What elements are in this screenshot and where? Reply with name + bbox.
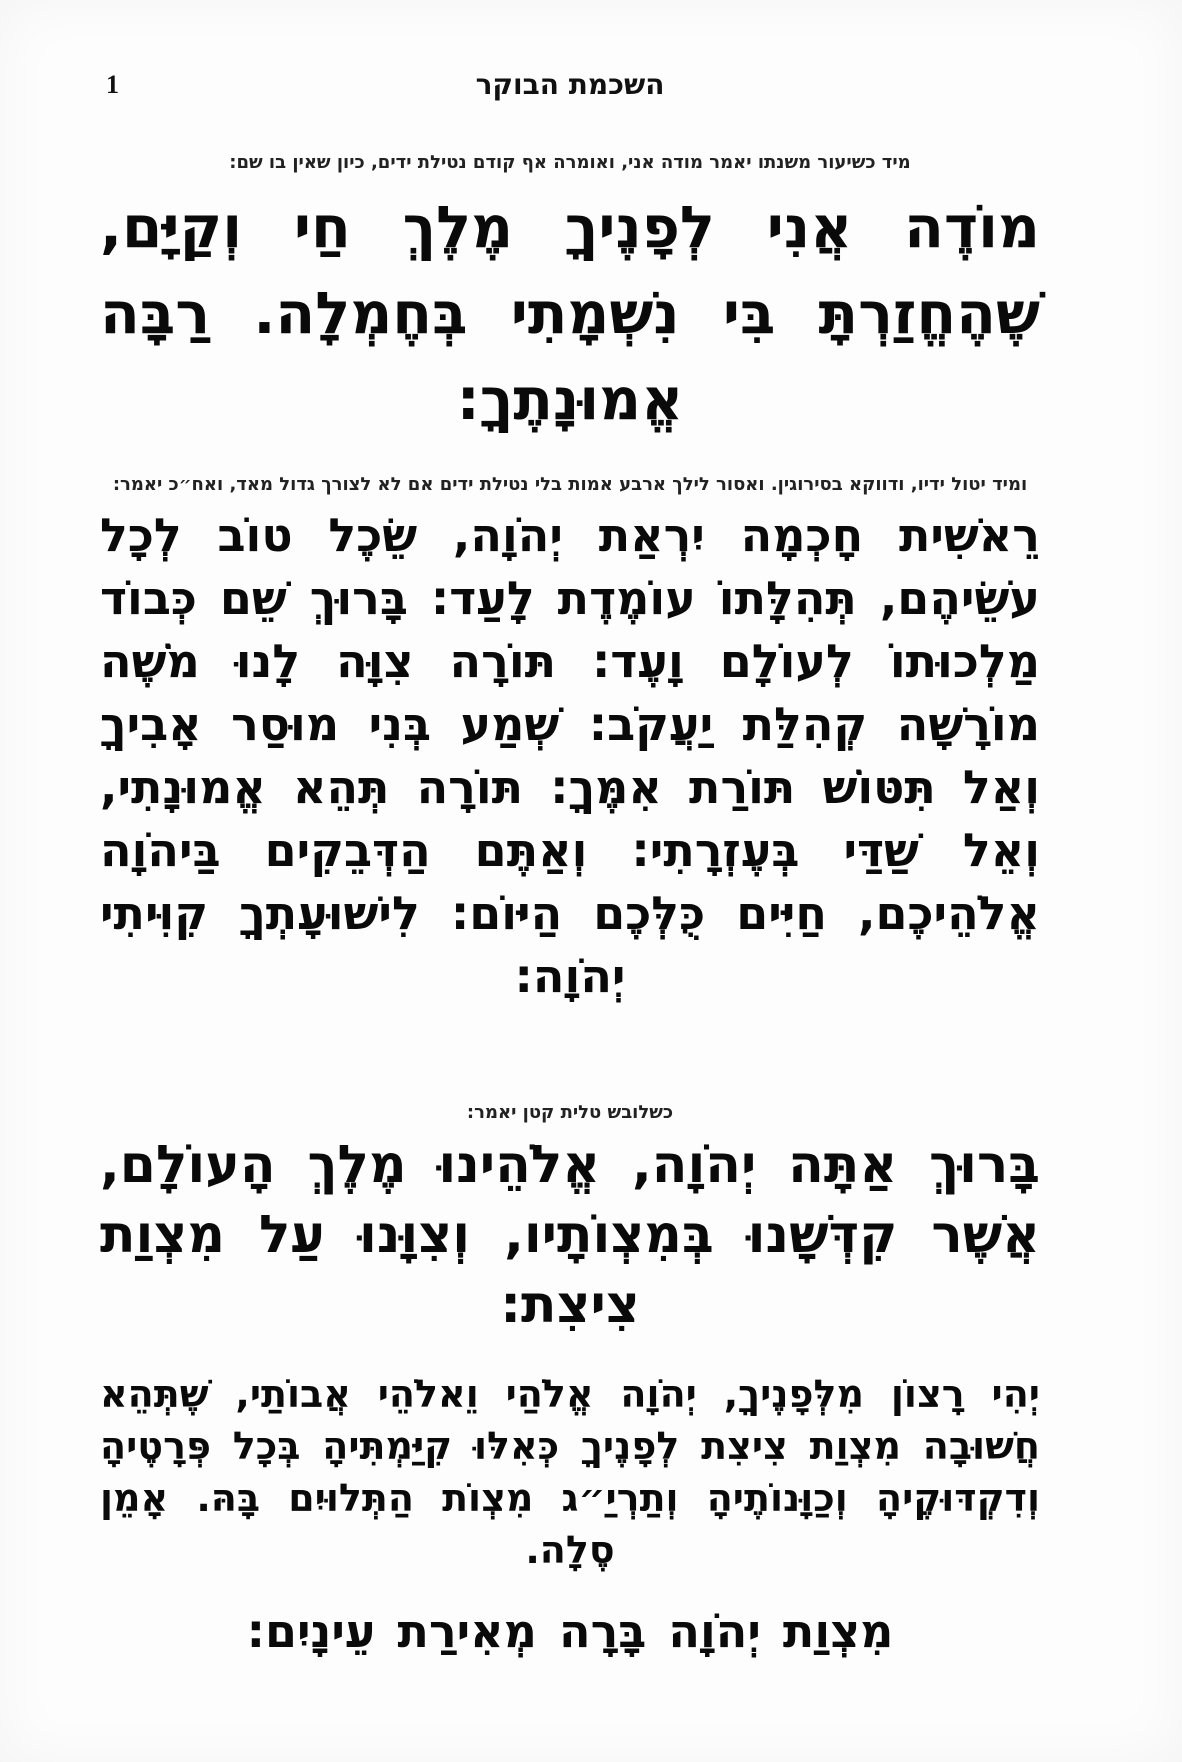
reishit-chochma-text: רֵאשִׁית חָכְמָה יִרְאַת יְהֹוָה, שֵׂכֶל טוֹב לְכָל עֹשֵׂיהֶם, תְּהִלָּתוֹ עוֹמֶדֶת לָעַד: בָּרוּךְ שֵׁם כְּבוֹד מַלְכוּתוֹ לְעוֹלָם וָעֶד: תּוֹרָה צִוָּה לָנוּ מֹשֶׁה מוֹרָשָׁה קְהִלַּת יַעֲקֹב: שְׁמַע בְּנִי מוּסַר אָבִיךָ וְאַל תִּטּוֹשׁ תּוֹרַת אִמֶּךָ: תּוֹרָה תְּהֵא אֱמוּנָתִי, וְאֵל שַׁדַּי בְּעֶזְרָתִי: וְאַתֶּם הַדְּבֵקִים בַּיהֹוָה אֱלֹהֵיכֶם, חַיִּים כֻּלְּכֶם הַיּוֹם: לִישׁוּעָתְךָ קִוִּיתִי יְהֹוָה: [100, 508, 1040, 1003]
yehi-ratzon-section [100, 1368, 1040, 1576]
modeh-ani-section [100, 150, 1040, 442]
modeh-ani-text: מוֹדֶה אֲנִי לְפָנֶיךָ מֶלֶךְ חַי וְקַיָּם, שֶׁהֶחֱזַרְתָּ בִּי נִשְׁמָתִי בְּחֶמְלָה. רַבָּה אֱמוּנָתֶךָ: [100, 193, 1040, 433]
page-number: 1 [106, 70, 119, 99]
tzitzit-blessing-section [100, 1100, 1040, 1340]
running-head-title: השכמת הבוקר [475, 68, 665, 101]
page-header [100, 62, 1040, 112]
netilat-yadayim-instruction: ומיד יטול ידיו, ודווקא בסירוגין. ואסור לילך ארבע אמות בלי נטילת ידים אם לא לצורך גדול מאד, ואח״כ יאמר: [112, 474, 1028, 495]
reishit-chochma-section [100, 472, 1040, 1008]
tzitzit-blessing-text: בָּרוּךְ אַתָּה יְהֹוָה, אֱלֹהֵינוּ מֶלֶךְ הָעוֹלָם, אֲשֶׁר קִדְּשָׁנוּ בְּמִצְוֹתָיו, וְצִוָּנוּ עַל מִצְוַת צִיצִת: [100, 1135, 1040, 1335]
closing-verse-text: מִצְוַת יְהֹוָה בָּרָה מְאִירַת עֵינָיִם: [246, 1604, 894, 1658]
tzitzit-instruction: כשלובש טלית קטן יאמר: [466, 1102, 674, 1123]
yehi-ratzon-text: יְהִי רָצוֹן מִלְּפָנֶיךָ, יְהֹוָה אֱלֹהַי וֵאלֹהֵי אֲבוֹתַי, שֶׁתְּהֵא חֲשׁוּבָה מִצְוַת צִיצִת לְפָנֶיךָ כְּאִלּוּ קִיַּמְתִּיהָ בְּכָל פְּרָטֶיהָ וְדִקְדּוּקֶיהָ וְכַוָּנוֹתֶיהָ וְתַרְיַ״ג מִצְוֹת הַתְּלוּיִם בָּהּ. אָמֵן סֶלָה. [100, 1372, 1040, 1572]
modeh-ani-instruction: מיד כשיעור משנתו יאמר מודה אני, ואומרה אף קודם נטילת ידים, כיון שאין בו שם: [229, 152, 911, 173]
closing-verse-section [100, 1600, 1040, 1663]
